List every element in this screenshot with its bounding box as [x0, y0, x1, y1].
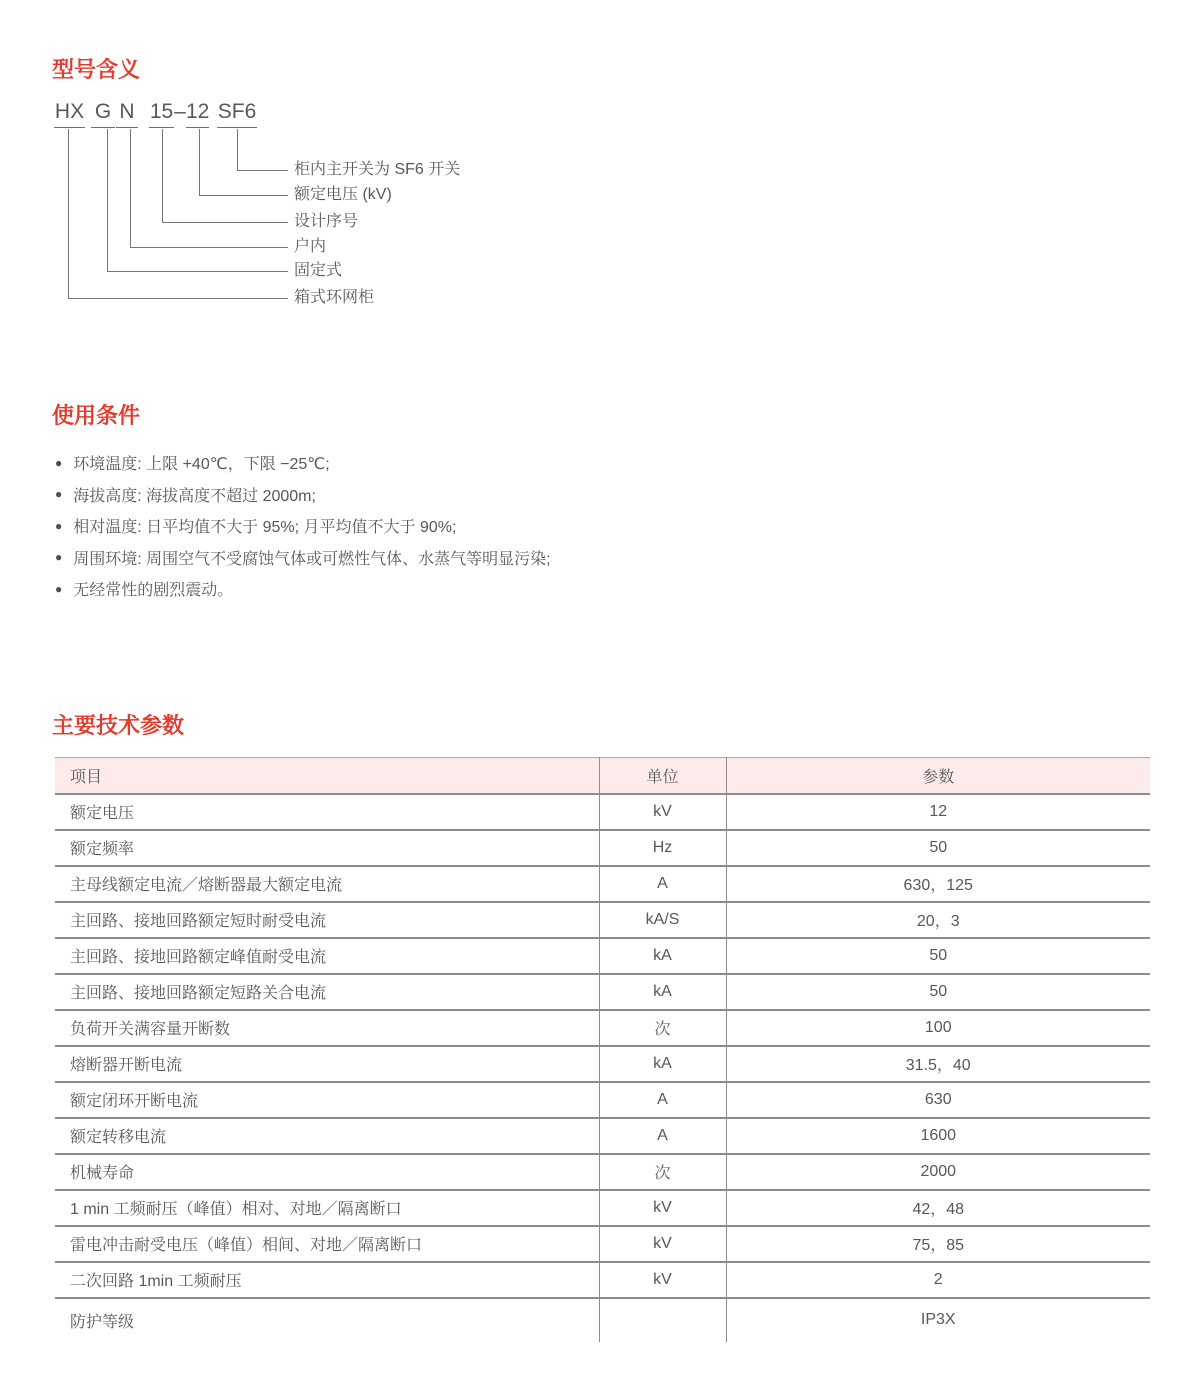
value-cell: IP3X: [920, 1311, 956, 1328]
diagram-label-main-switch: 柜内主开关为 SF6 开关: [294, 161, 461, 178]
bullet-icon: ●: [55, 455, 63, 470]
table-row: [55, 794, 1150, 830]
column-header-unit: 单位: [599, 758, 726, 794]
unit-cell: [599, 1298, 726, 1342]
diagram-label-fixed-type: 固定式: [294, 262, 343, 279]
unit-cell: kV: [599, 1226, 726, 1262]
condition-text: 相对温度: 日平均值不大于 95%; 月平均值不大于 90%;: [73, 519, 457, 537]
value-cell: 50: [929, 946, 948, 964]
param-name-cell: 1 min 工频耐压（峰值）相对、对地／隔离断口: [70, 1201, 402, 1218]
table-row: [55, 1118, 1150, 1154]
table-header-row: [55, 758, 1150, 794]
conditions-list: [55, 447, 551, 605]
value-cell: 12: [929, 802, 948, 820]
condition-text: 海拔高度: 海拔高度不超过 2000m;: [73, 487, 316, 505]
list-item: [55, 510, 551, 542]
param-name-cell: 主母线额定电流／熔断器最大额定电流: [70, 877, 343, 894]
unit-cell: 次: [599, 1010, 726, 1046]
diagram-connector-lines: [0, 0, 1200, 340]
param-name-cell: 负荷开关满容量开断数: [70, 1021, 231, 1038]
value-cell: 31.5，40: [905, 1057, 971, 1074]
unit-cell: kA: [599, 974, 726, 1010]
value-cell: 630，125: [903, 877, 973, 894]
unit-cell: A: [599, 1118, 726, 1154]
diagram-label-box-ring-cabinet: 箱式环网柜: [294, 289, 375, 306]
table-row: [55, 1298, 1150, 1342]
parameters-table: [55, 757, 1150, 1342]
param-name-cell: 熔断器开断电流: [70, 1057, 183, 1074]
param-name-cell: 机械寿命: [70, 1165, 135, 1182]
unit-cell: A: [599, 1082, 726, 1118]
model-code-segment-12: 12: [186, 100, 209, 128]
condition-text: 无经常性的剧烈震动。: [73, 582, 234, 600]
param-name-cell: 主回路、接地回路额定短时耐受电流: [70, 913, 327, 930]
value-cell: 42，48: [912, 1201, 965, 1218]
value-cell: 630: [924, 1090, 952, 1108]
section-title-technical-parameters: 主要技术参数: [52, 713, 185, 738]
table-row: [55, 830, 1150, 866]
param-name-cell: 主回路、接地回路额定峰值耐受电流: [70, 949, 327, 966]
value-cell: 2: [933, 1270, 943, 1288]
param-name-cell: 额定电压: [70, 805, 135, 822]
column-header-item: 项目: [70, 768, 103, 786]
model-code-segment-15: 15: [149, 100, 174, 128]
value-cell: 1600: [920, 1126, 957, 1144]
param-name-cell: 主回路、接地回路额定短路关合电流: [70, 985, 327, 1002]
list-item: [55, 573, 551, 605]
param-name-cell: 额定转移电流: [70, 1129, 167, 1146]
unit-cell: kV: [599, 1190, 726, 1226]
param-name-cell: 二次回路 1min 工频耐压: [70, 1273, 242, 1290]
list-item: [55, 542, 551, 574]
unit-cell: 次: [599, 1154, 726, 1190]
diagram-label-design-serial: 设计序号: [294, 213, 359, 230]
bullet-icon: ●: [55, 550, 63, 565]
model-code-segment-n: N: [116, 100, 138, 128]
bullet-icon: ●: [55, 518, 63, 533]
table-row: [55, 1082, 1150, 1118]
section-title-model-meaning: 型号含义: [52, 57, 141, 82]
table-row: [55, 1190, 1150, 1226]
unit-cell: kA/S: [599, 902, 726, 938]
value-cell: 50: [929, 838, 948, 856]
model-code-segment-g: G: [91, 100, 115, 128]
unit-cell: kA: [599, 1046, 726, 1082]
value-cell: 2000: [920, 1162, 957, 1180]
bullet-icon: ●: [55, 581, 63, 596]
table-row: [55, 938, 1150, 974]
model-code-segment-hx: HX: [54, 100, 85, 128]
value-cell: 100: [924, 1018, 952, 1036]
list-item: [55, 479, 551, 511]
condition-text: 周围环境: 周围空气不受腐蚀气体或可燃性气体、水蒸气等明显污染;: [73, 550, 551, 568]
table-row: [55, 902, 1150, 938]
unit-cell: kV: [599, 1262, 726, 1298]
condition-text: 环境温度: 上限 +40℃，下限 −25℃;: [73, 456, 330, 474]
diagram-label-rated-voltage: 额定电压 (kV): [294, 186, 392, 203]
table-row: [55, 866, 1150, 902]
table-row: [55, 1226, 1150, 1262]
table-row: [55, 1010, 1150, 1046]
table-row: [55, 1046, 1150, 1082]
table-row: [55, 1262, 1150, 1298]
column-header-parameter: 参数: [922, 768, 955, 786]
value-cell: 20，3: [916, 913, 960, 930]
list-item: [55, 447, 551, 479]
table-row: [55, 974, 1150, 1010]
unit-cell: A: [599, 866, 726, 902]
table-row: [55, 1154, 1150, 1190]
value-cell: 75，85: [912, 1237, 965, 1254]
param-name-cell: 额定闭环开断电流: [70, 1093, 199, 1110]
bullet-icon: ●: [55, 487, 63, 502]
unit-cell: kV: [599, 794, 726, 830]
param-name-cell: 雷电冲击耐受电压（峰值）相间、对地／隔离断口: [70, 1237, 423, 1254]
value-cell: 50: [929, 982, 948, 1000]
section-title-usage-conditions: 使用条件: [52, 403, 141, 428]
model-code-dash: –: [174, 100, 186, 123]
param-name-cell: 防护等级: [70, 1313, 135, 1331]
unit-cell: kA: [599, 938, 726, 974]
unit-cell: Hz: [599, 830, 726, 866]
model-code-segment-sf6: SF6: [217, 100, 257, 128]
diagram-label-indoor: 户内: [294, 238, 327, 255]
param-name-cell: 额定频率: [70, 841, 135, 858]
